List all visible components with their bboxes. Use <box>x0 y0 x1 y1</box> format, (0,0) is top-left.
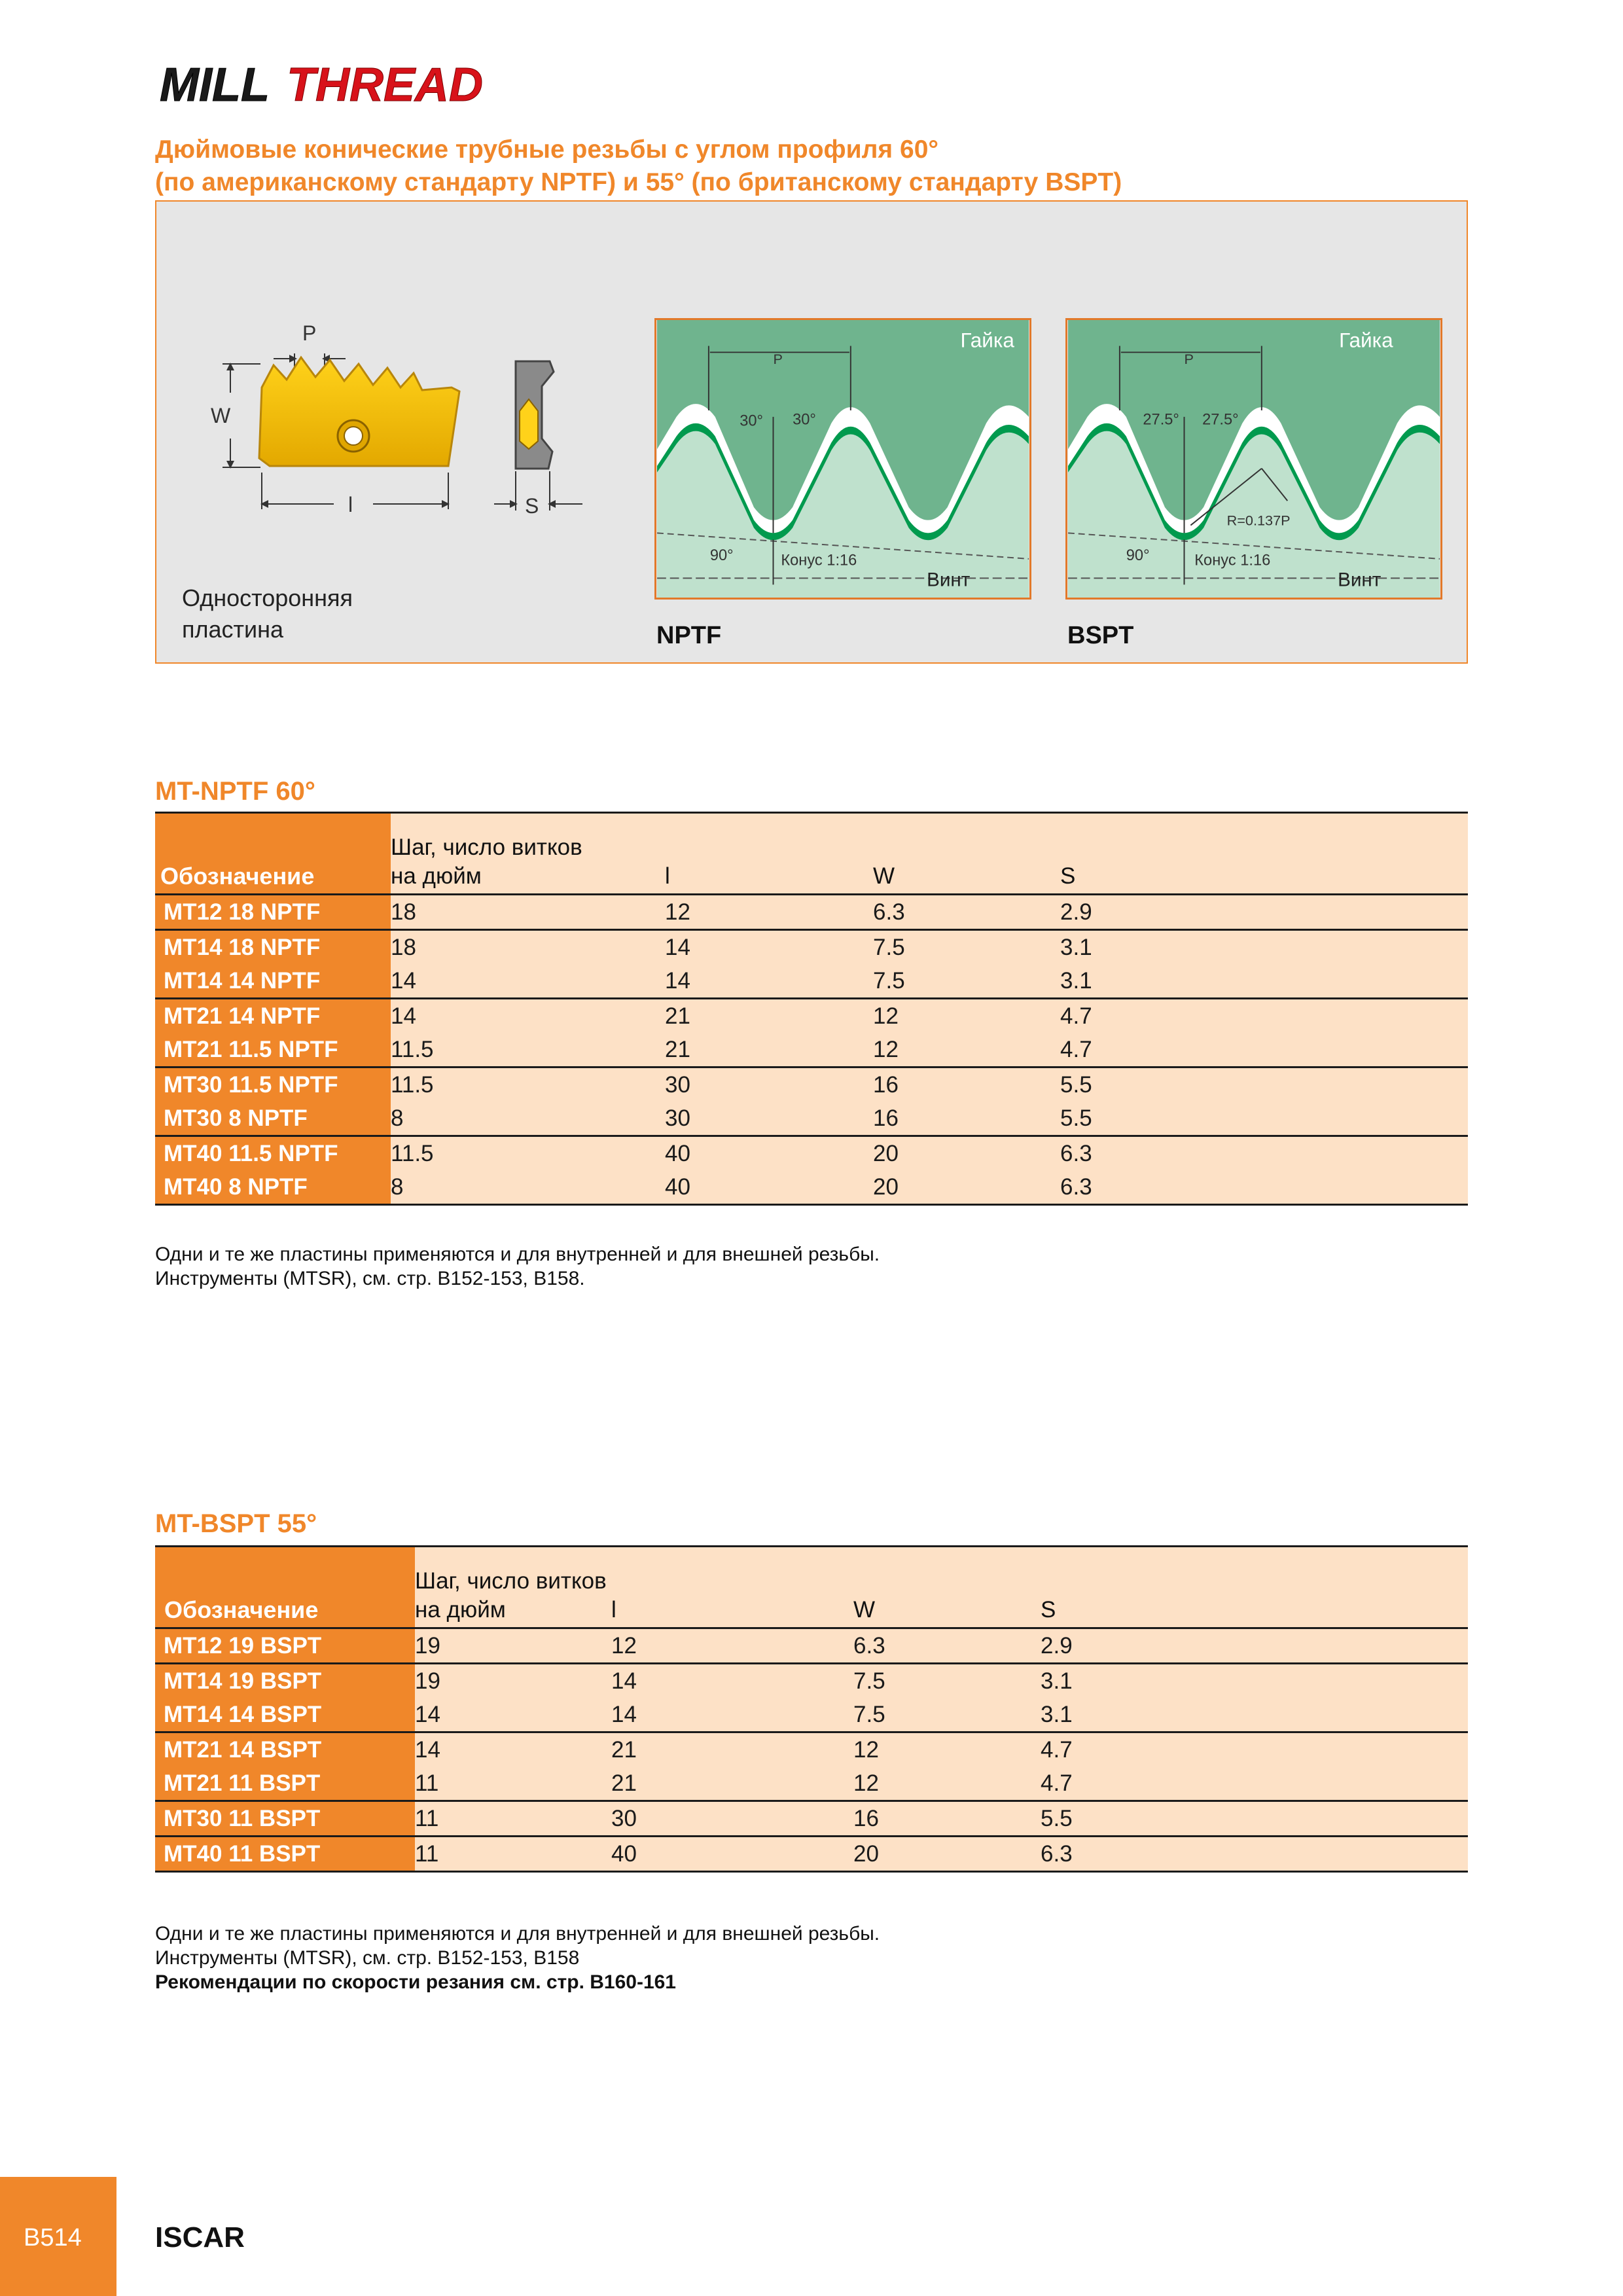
table-row <box>155 1102 1468 1136</box>
s-cell: 3.1 <box>1041 1664 1468 1698</box>
nptf-angle-left: 30° <box>740 412 764 430</box>
table-row <box>155 930 1468 965</box>
nptf-table <box>155 812 1468 1206</box>
s-cell: 4.7 <box>1041 1732 1468 1767</box>
col-header-l: l <box>665 813 873 895</box>
bspt-taper: Конус 1:16 <box>1194 552 1271 569</box>
dim-w: W <box>211 404 231 427</box>
page-heading <box>155 134 1399 199</box>
table-row <box>155 1664 1468 1698</box>
pitch-cell: 19 <box>415 1628 611 1664</box>
millthread-logo <box>157 58 524 111</box>
insert-label: Односторонняя пластина <box>182 584 353 643</box>
s-cell: 3.1 <box>1060 964 1468 999</box>
designation-cell: MT14 19 BSPT <box>155 1664 415 1698</box>
nptf-screw-label: Винт <box>927 569 971 591</box>
l-cell: 30 <box>611 1801 853 1837</box>
insert-drawing <box>196 314 602 530</box>
pitch-cell: 14 <box>391 999 665 1033</box>
s-cell: 2.9 <box>1041 1628 1468 1664</box>
l-cell: 12 <box>665 895 873 930</box>
l-cell: 40 <box>665 1170 873 1205</box>
designation-cell: MT21 11 BSPT <box>155 1767 415 1801</box>
nptf-pitch-label: P <box>773 351 783 368</box>
bspt-note2: Инструменты (MTSR), см. стр. B152-153, B158 <box>155 1947 580 1969</box>
bspt-table-title: MT-BSPT 55° <box>155 1509 317 1538</box>
bspt-notes <box>155 1922 880 1994</box>
table-row <box>155 1136 1468 1171</box>
w-cell: 6.3 <box>853 1628 1041 1664</box>
pitch-cell: 11.5 <box>391 1136 665 1171</box>
heading-line1: Дюймовые конические трубные резьбы с углом профиля 60° <box>155 135 938 164</box>
s-cell: 5.5 <box>1060 1067 1468 1102</box>
col-header-l: l <box>611 1547 853 1628</box>
bspt-caption: BSPT <box>1067 622 1134 649</box>
pitch-cell: 14 <box>391 964 665 999</box>
w-cell: 12 <box>873 999 1060 1033</box>
pitch-header-line1: Шаг, число витков <box>391 834 582 860</box>
pitch-header-line2: на дюйм <box>415 1597 506 1623</box>
s-cell: 6.3 <box>1060 1136 1468 1171</box>
nptf-caption: NPTF <box>656 622 722 649</box>
nptf-table-title: MT-NPTF 60° <box>155 777 315 806</box>
table-row <box>155 1628 1468 1664</box>
nptf-right-angle: 90° <box>709 547 734 564</box>
col-header-s: S <box>1060 813 1468 895</box>
w-cell: 16 <box>873 1102 1060 1136</box>
dim-s: S <box>525 494 539 518</box>
pitch-cell: 14 <box>415 1732 611 1767</box>
l-cell: 21 <box>665 1033 873 1067</box>
nptf-note1: Одни и те же пластины применяются и для внутренней и для внешней резьбы. <box>155 1244 880 1265</box>
w-cell: 6.3 <box>873 895 1060 930</box>
s-cell: 5.5 <box>1060 1102 1468 1136</box>
col-header-w: W <box>873 813 1060 895</box>
pitch-cell: 19 <box>415 1664 611 1698</box>
table-row <box>155 895 1468 930</box>
bspt-diagram <box>1065 318 1442 600</box>
dim-p: P <box>302 321 317 345</box>
bspt-note1: Одни и те же пластины применяются и для внутренней и для внешней резьбы. <box>155 1923 880 1945</box>
nptf-taper: Конус 1:16 <box>781 552 857 569</box>
l-cell: 21 <box>665 999 873 1033</box>
pitch-cell: 11 <box>415 1801 611 1837</box>
l-cell: 14 <box>611 1698 853 1732</box>
table-row <box>155 1067 1468 1102</box>
s-cell: 3.1 <box>1060 930 1468 965</box>
designation-cell: MT40 11.5 NPTF <box>155 1136 391 1171</box>
s-cell: 4.7 <box>1041 1767 1468 1801</box>
s-cell: 4.7 <box>1060 1033 1468 1067</box>
bspt-note3-link[interactable]: Рекомендации по скорости резания см. стр. B160-161 <box>155 1971 676 1993</box>
bspt-radius: R=0.137P <box>1226 512 1291 529</box>
l-cell: 21 <box>611 1732 853 1767</box>
brand-name: ISCAR <box>155 2221 245 2253</box>
s-cell: 6.3 <box>1041 1837 1468 1872</box>
pitch-cell: 11 <box>415 1767 611 1801</box>
col-header-pitch <box>391 813 665 895</box>
pitch-cell: 14 <box>415 1698 611 1732</box>
s-cell: 5.5 <box>1041 1801 1468 1837</box>
pitch-cell: 8 <box>391 1170 665 1205</box>
designation-cell: MT14 14 BSPT <box>155 1698 415 1732</box>
bspt-screw-label: Винт <box>1338 569 1382 591</box>
designation-cell: MT40 11 BSPT <box>155 1837 415 1872</box>
nptf-diagram <box>654 318 1031 600</box>
pitch-cell: 18 <box>391 895 665 930</box>
s-cell: 6.3 <box>1060 1170 1468 1205</box>
w-cell: 20 <box>873 1136 1060 1171</box>
l-cell: 14 <box>611 1664 853 1698</box>
pitch-cell: 8 <box>391 1102 665 1136</box>
designation-cell: MT40 8 NPTF <box>155 1170 391 1205</box>
logo-part2: THREAD <box>287 59 483 111</box>
w-cell: 16 <box>853 1801 1041 1837</box>
designation-cell: MT30 8 NPTF <box>155 1102 391 1136</box>
nptf-notes <box>155 1242 880 1291</box>
bspt-table <box>155 1545 1468 1873</box>
col-header-pitch <box>415 1547 611 1628</box>
col-header-s: S <box>1041 1547 1468 1628</box>
col-header-designation: Обозначение <box>155 813 391 895</box>
w-cell: 16 <box>873 1067 1060 1102</box>
bspt-pitch-label: P <box>1184 351 1194 368</box>
designation-cell: MT30 11 BSPT <box>155 1801 415 1837</box>
w-cell: 7.5 <box>873 930 1060 965</box>
table-row <box>155 1837 1468 1872</box>
pitch-cell: 18 <box>391 930 665 965</box>
designation-cell: MT12 19 BSPT <box>155 1628 415 1664</box>
table-row <box>155 1767 1468 1801</box>
pitch-cell: 11.5 <box>391 1067 665 1102</box>
w-cell: 12 <box>873 1033 1060 1067</box>
s-cell: 3.1 <box>1041 1698 1468 1732</box>
w-cell: 20 <box>853 1837 1041 1872</box>
s-cell: 2.9 <box>1060 895 1468 930</box>
designation-cell: MT14 14 NPTF <box>155 964 391 999</box>
col-header-designation: Обозначение <box>155 1547 415 1628</box>
l-cell: 14 <box>665 964 873 999</box>
designation-cell: MT21 11.5 NPTF <box>155 1033 391 1067</box>
w-cell: 20 <box>873 1170 1060 1205</box>
table-row <box>155 1698 1468 1732</box>
pitch-header-line1: Шаг, число витков <box>415 1568 607 1594</box>
bspt-angle-right: 27.5° <box>1202 411 1239 429</box>
pitch-cell: 11 <box>415 1837 611 1872</box>
w-cell: 12 <box>853 1767 1041 1801</box>
heading-line2: (по американскому стандарту NPTF) и 55° (по британскому стандарту BSPT) <box>155 168 1122 196</box>
designation-cell: MT21 14 BSPT <box>155 1732 415 1767</box>
w-cell: 7.5 <box>853 1664 1041 1698</box>
nptf-angle-right: 30° <box>793 411 816 429</box>
l-cell: 40 <box>665 1136 873 1171</box>
table-row <box>155 999 1468 1033</box>
s-cell: 4.7 <box>1060 999 1468 1033</box>
pitch-header-line2: на дюйм <box>391 863 482 889</box>
designation-cell: MT12 18 NPTF <box>155 895 391 930</box>
table-row <box>155 1732 1468 1767</box>
col-header-w: W <box>853 1547 1041 1628</box>
designation-cell: MT21 14 NPTF <box>155 999 391 1033</box>
bspt-right-angle: 90° <box>1126 547 1150 564</box>
w-cell: 12 <box>853 1732 1041 1767</box>
logo-part1: MILL <box>160 59 270 111</box>
pitch-cell: 11.5 <box>391 1033 665 1067</box>
table-row <box>155 1033 1468 1067</box>
l-cell: 12 <box>611 1628 853 1664</box>
bspt-angle-left: 27.5° <box>1143 411 1179 429</box>
l-cell: 14 <box>665 930 873 965</box>
w-cell: 7.5 <box>853 1698 1041 1732</box>
page-number: B514 <box>24 2224 82 2251</box>
table-row <box>155 1801 1468 1837</box>
nptf-note2: Инструменты (MTSR), см. стр. B152-153, B158. <box>155 1268 585 1289</box>
designation-cell: MT30 11.5 NPTF <box>155 1067 391 1102</box>
l-cell: 30 <box>665 1102 873 1136</box>
nptf-nut-label: Гайка <box>960 328 1014 352</box>
l-cell: 30 <box>665 1067 873 1102</box>
designation-cell: MT14 18 NPTF <box>155 930 391 965</box>
l-cell: 21 <box>611 1767 853 1801</box>
table-row <box>155 964 1468 999</box>
table-row <box>155 1170 1468 1205</box>
bspt-nut-label: Гайка <box>1339 328 1393 352</box>
l-cell: 40 <box>611 1837 853 1872</box>
w-cell: 7.5 <box>873 964 1060 999</box>
dim-l: l <box>348 493 353 516</box>
